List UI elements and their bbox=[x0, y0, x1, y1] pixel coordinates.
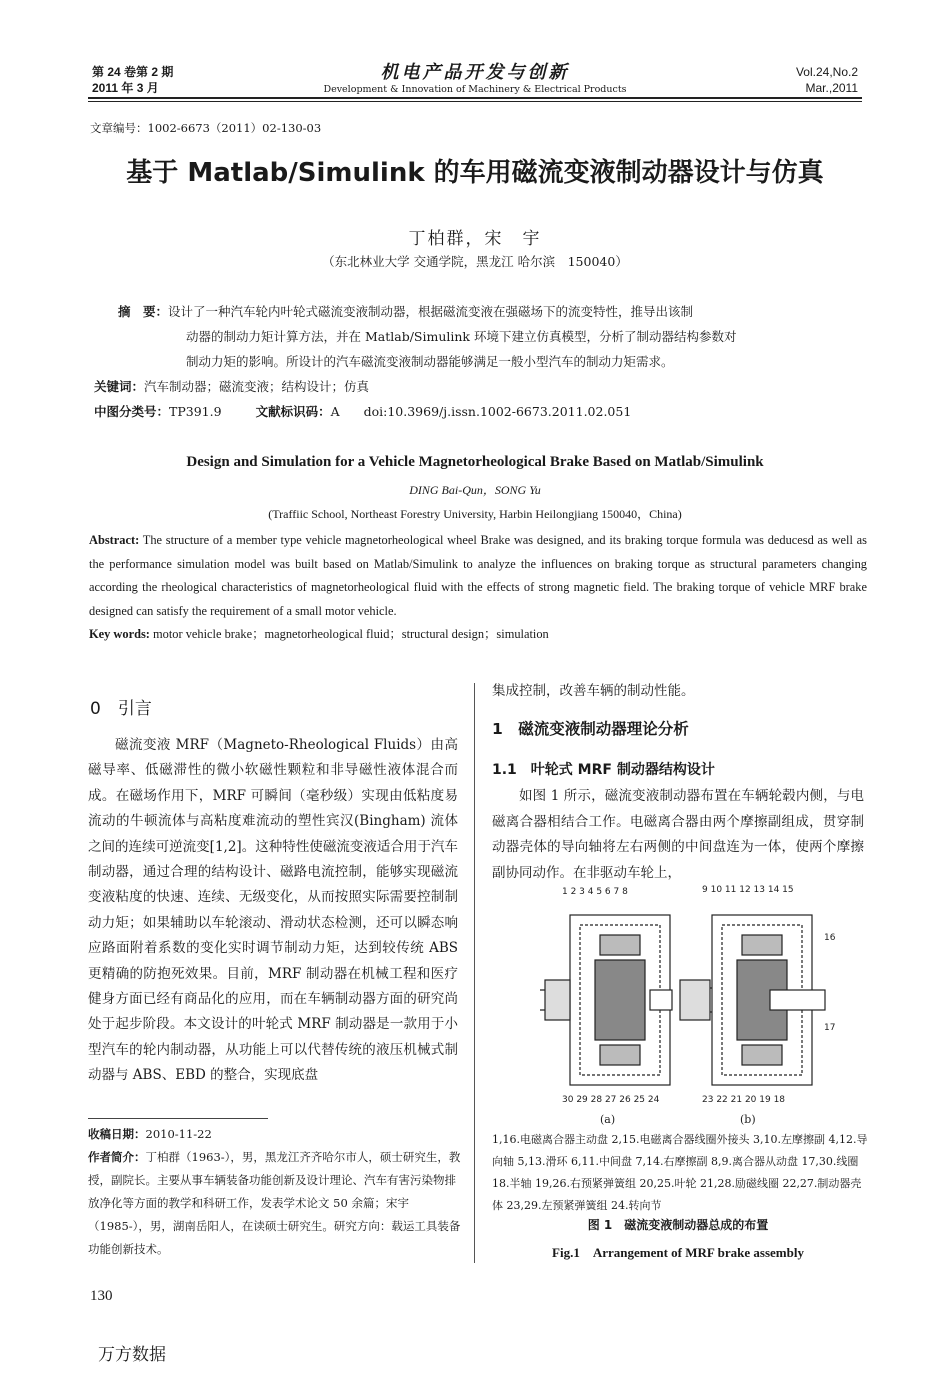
abstract-label: 摘 要： bbox=[118, 304, 169, 319]
brake-assembly-b bbox=[680, 915, 825, 1085]
column-divider bbox=[474, 683, 475, 1263]
date-cn: 2011 年 3 月 bbox=[92, 81, 159, 95]
watermark: 万方数据 bbox=[98, 1345, 166, 1365]
right-column-continuation: 集成控制，改善车辆的制动性能。 bbox=[492, 683, 695, 699]
fig-bottom-labels-b: 23 22 21 20 19 18 bbox=[702, 1095, 786, 1105]
section-1-1-body bbox=[492, 784, 864, 886]
journal-title-cn: 机电产品开发与创新 bbox=[380, 62, 570, 83]
section-1-heading: 1 磁流变液制动器理论分析 bbox=[492, 720, 689, 738]
figure-1-drawing bbox=[540, 880, 840, 1130]
section-0-paragraph: 磁流变液 MRF（Magneto-Rheological Fluids）由高磁导率、低磁滞性的微小软磁性颗粒和非导磁性液体混合而成。在磁场作用下，MRF 可瞬间（毫秒级）实现由低粘度易流动的牛顿流体与高粘度难流动的塑性宾汉(Bingham) 流体之间的连续可逆流变[1,2]。这种特性使磁流变液适合用于汽车制动器，通过合理的结构设计、磁路电流控制，能够实现磁流变液粘度的快速、连续、无级变化，从而按照实际需要控制制动力矩；如果辅助以车轮滚动、滑动状态检测，还可以瞬态响应路面附着系数的变化实时调节制动力矩，达到较传统 ABS 更精确的防抱死效果。目前，MRF 制动器在机械工程和医疗健身方面已经有商品化的应用，而在车辆制动器方面的研究尚处于起步阶段。本文设计的叶轮式 MRF 制动器是一款用于小型汽车的轮内制动器，从功能上可以代替传统的液压机械式制动器与 ABS、EBD 的整合，实现底盘 bbox=[88, 737, 458, 1084]
fig-top-labels-b: 9 10 11 12 13 14 15 bbox=[702, 885, 794, 895]
header-rule bbox=[88, 97, 862, 99]
header-rule-thin bbox=[88, 101, 862, 102]
keywords-cn: 汽车制动器；磁流变液；结构设计；仿真 bbox=[144, 379, 370, 394]
abstract-line-3: 制动力矩的影响。所设计的汽车磁流变液制动器能够满足一般小型汽车的制动力矩需求。 bbox=[186, 354, 674, 369]
doc-code-label: 文献标识码： bbox=[255, 404, 331, 419]
author-bio: 丁柏群（1963-），男，黑龙江齐齐哈尔市人，硕士研究生，教授，副院长。主要从事车辆装备功能创新及设计理论、汽车有害污染物排放净化等方面的教学和科研工作，发表学术论文 50 余篇；宋宇（1985-），男，湖南岳阳人，在读硕士研究生。研究方向：载运工具装备功能创新技术。 bbox=[88, 1150, 461, 1256]
fig-bottom-labels-a: 30 29 28 27 26 25 24 bbox=[562, 1095, 660, 1105]
abstract-cn bbox=[94, 299, 848, 424]
figure-1-caption-en: Fig.1 Arrangement of MRF brake assembly bbox=[552, 1245, 804, 1260]
abstract-line-2: 动器的制动力矩计算方法，并在 Matlab/Simulink 环境下建立仿真模型，分析了制动器结构参数对 bbox=[186, 329, 737, 344]
authors: 丁柏群，宋 宇 bbox=[408, 229, 542, 249]
figure-1-legend: 1,16.电磁离合器主动盘 2,15.电磁离合器线圈外接头 3,10.左摩擦副 4,12.导向轴 5,13.滑环 6,11.中间盘 7,14.右摩擦副 8,9.离合器从动盘 17,30.线圈 18.半轴 19,26.右预紧弹簧组 20,25.叶轮 21,28.励磁线圈 22,27.制动器壳体 23,29.左预紧弹簧组 24.转向节 bbox=[492, 1133, 868, 1212]
section-0-body bbox=[88, 733, 458, 1089]
section-1-1-paragraph: 如图 1 所示，磁流变液制动器布置在车辆轮毂内侧，与电磁离合器相结合工作。电磁离合器由两个摩擦副组成，贯穿制动器壳体的导向轴将左右两侧的中间盘连为一体，使两个摩擦副协同动作。在非驱动车轮上， bbox=[492, 788, 864, 881]
fig-label-16: 16 bbox=[824, 933, 836, 943]
vol-en: Vol.24,No.2 bbox=[795, 65, 858, 79]
doi: doi:10.3969/j.issn.1002-6673.2011.02.051 bbox=[363, 404, 632, 419]
abstract-line-1: 设计了一种汽车轮内叶轮式磁流变液制动器，根据磁流变液在强磁场下的流变特性，推导出该制 bbox=[168, 304, 694, 319]
page-number: 130 bbox=[90, 1288, 113, 1304]
section-1-1-heading: 1.1 叶轮式 MRF 制动器结构设计 bbox=[492, 762, 715, 778]
fig-label-17: 17 bbox=[824, 1023, 836, 1033]
figure-1-caption-cn: 图 1 磁流变液制动器总成的布置 bbox=[587, 1218, 769, 1232]
header-right bbox=[796, 64, 858, 96]
english-title: Design and Simulation for a Vehicle Magnetorheological Brake Based on Matlab/Simulink bbox=[186, 454, 764, 470]
keywords-en: motor vehicle brake；magnetorheological fluid；structural design；simulation bbox=[153, 627, 549, 641]
doc-code: A bbox=[330, 404, 340, 419]
fig-top-labels-a: 1 2 3 4 5 6 7 8 bbox=[562, 887, 628, 897]
footnote-rule bbox=[88, 1118, 268, 1119]
english-abstract bbox=[89, 529, 867, 647]
clc-label: 中图分类号： bbox=[94, 404, 170, 419]
issue-cn: 第 24 卷第 2 期 bbox=[92, 65, 174, 79]
received-date: 2010-11-22 bbox=[145, 1127, 212, 1141]
english-authors: DING Bai-Qun，SONG Yu bbox=[409, 483, 541, 497]
section-0-heading: 0 引言 bbox=[90, 699, 152, 719]
abstract-en-text: The structure of a member type vehicle magnetorheological wheel Brake was designed, and its braking torque formula was deducesd as well as the performance simulation model was built based on Matlab/Simulink to analyze the influences on braking torque as structural parameters changing according the rheological characteristics of magnetorheological fluid with the effects of strong magnetic field. The braking torque of vehicle MRF brake designed can satisfy the requirement of a small motor vehicle. bbox=[89, 533, 867, 618]
abstract-en-label: Abstract: bbox=[89, 533, 140, 547]
author-bio-label: 作者简介： bbox=[88, 1150, 146, 1164]
fig-subcaption-a: (a) bbox=[600, 1113, 616, 1126]
article-number: 文章编号：1002-6673（2011）02-130-03 bbox=[90, 121, 322, 135]
keywords-label: 关键词： bbox=[94, 379, 145, 394]
affiliation: （东北林业大学 交通学院，黑龙江 哈尔滨 150040） bbox=[322, 254, 628, 269]
received-label: 收稿日期： bbox=[88, 1127, 146, 1141]
paper-title: 基于 Matlab/Simulink 的车用磁流变液制动器设计与仿真 bbox=[126, 158, 824, 188]
brake-assembly-a bbox=[540, 915, 672, 1085]
clc-code: TP391.9 bbox=[169, 404, 222, 419]
fig-subcaption-b: (b) bbox=[740, 1113, 756, 1126]
keywords-en-label: Key words: bbox=[89, 627, 150, 641]
english-affiliation: (Traffiic School, Northeast Forestry University, Harbin Heilongjiang 150040，China) bbox=[268, 507, 682, 521]
date-en: Mar.,2011 bbox=[805, 81, 858, 95]
journal-title-en: Development & Innovation of Machinery & Electrical Products bbox=[323, 84, 627, 95]
footnote bbox=[88, 1123, 463, 1261]
